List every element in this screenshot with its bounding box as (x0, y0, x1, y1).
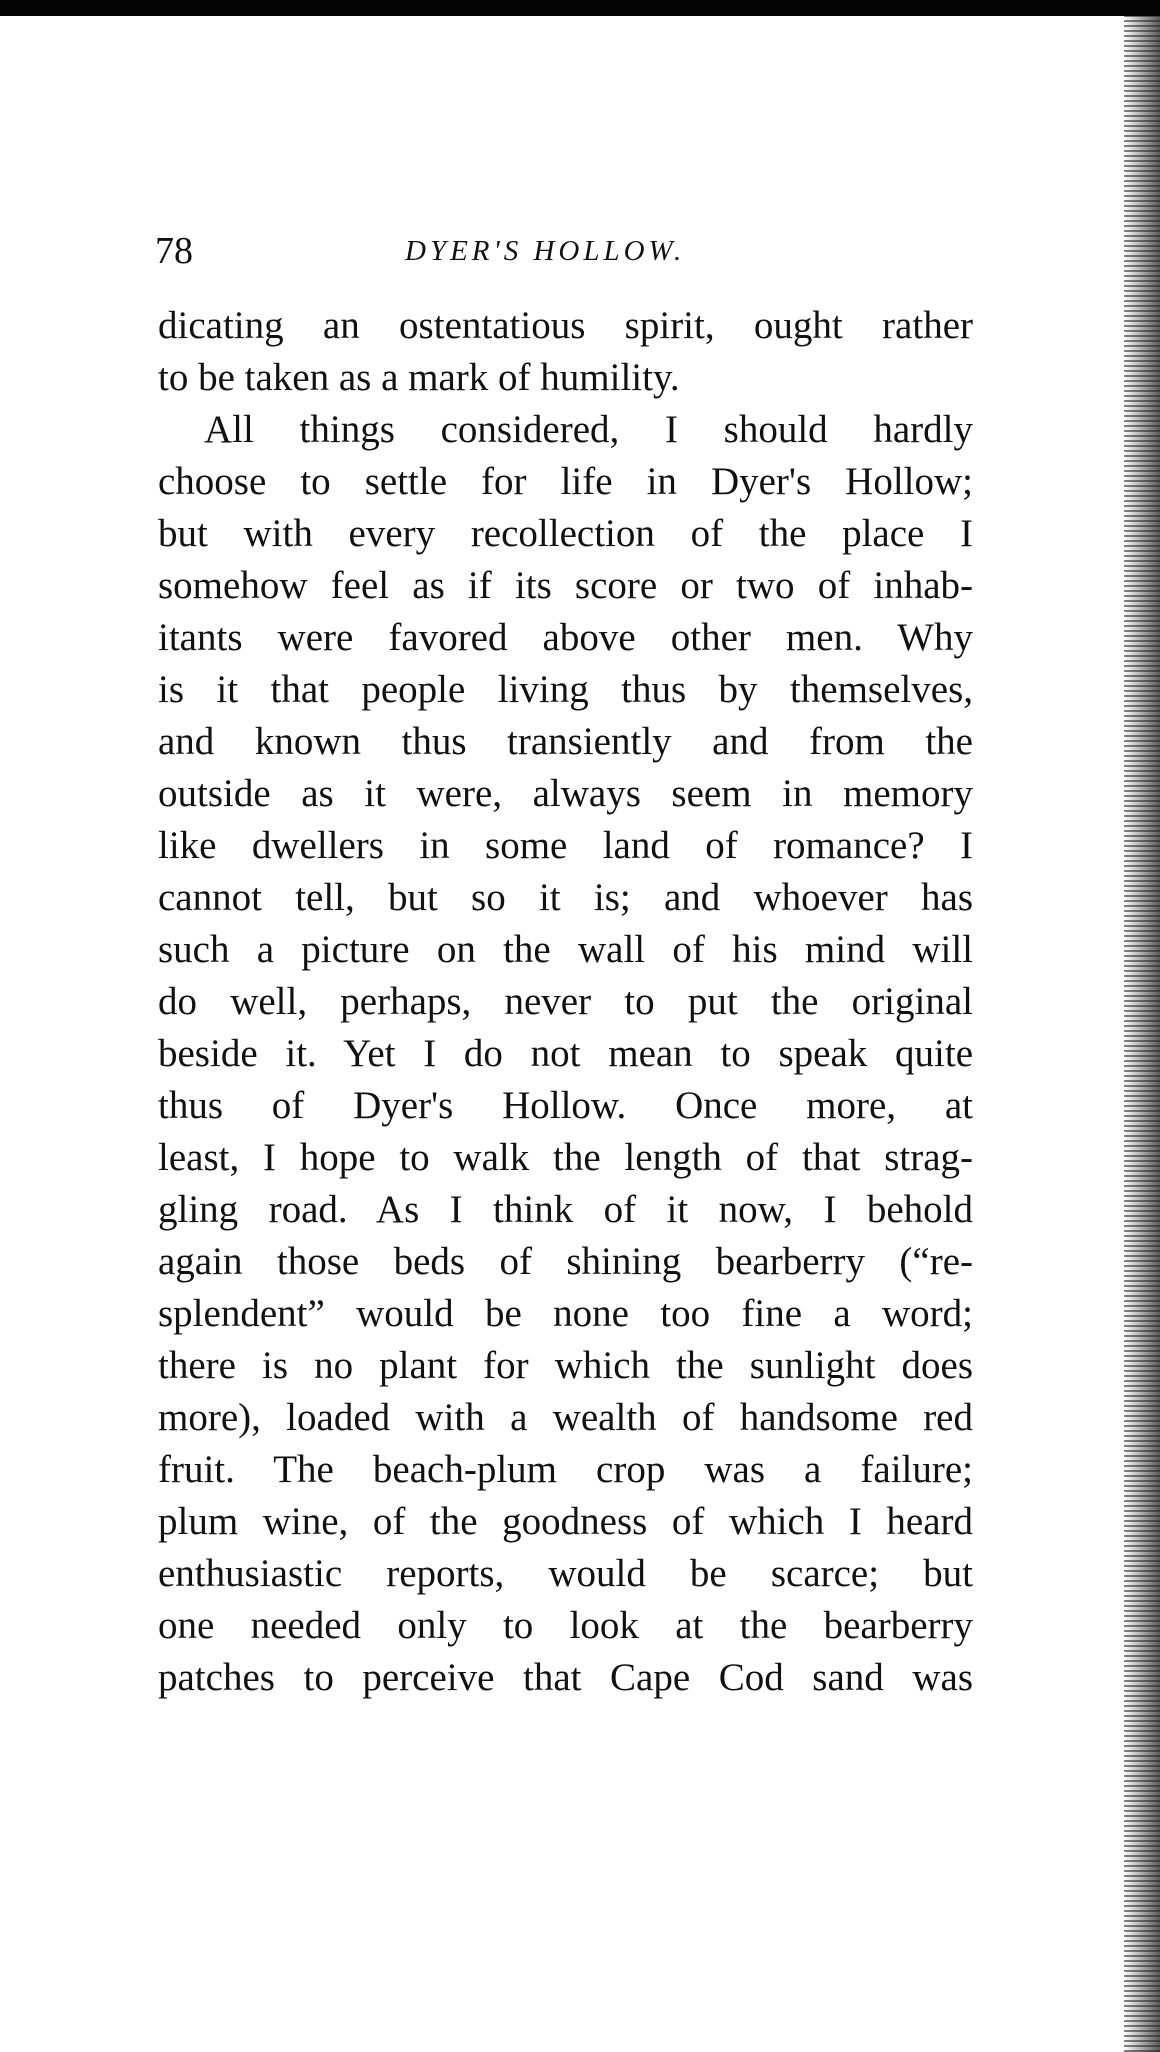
text-line: All things considered, I should hardly (204, 408, 973, 451)
text-line: choose to settle for life in Dyer's Hollow; (158, 460, 973, 503)
text-line: dicating an ostentatious spirit, ought rather (158, 304, 973, 347)
text-line: to be taken as a mark of humility. (158, 356, 680, 399)
page-number: 78 (155, 230, 193, 272)
body-text (158, 300, 973, 1704)
text-line: again those beds of shining bearberry (“re- (158, 1240, 973, 1283)
text-line: enthusiastic reports, would be scarce; but (158, 1552, 973, 1595)
text-line: and known thus transiently and from the (158, 720, 973, 763)
text-line: one needed only to look at the bearberry (158, 1604, 973, 1647)
text-line: gling road. As I think of it now, I behold (158, 1188, 973, 1231)
text-line: fruit. The beach-plum crop was a failure; (158, 1448, 973, 1491)
text-line: outside as it were, always seem in memory (158, 772, 973, 815)
text-line: such a picture on the wall of his mind will (158, 928, 973, 971)
text-line: thus of Dyer's Hollow. Once more, at (158, 1084, 973, 1127)
text-line: but with every recollection of the place I (158, 512, 973, 555)
text-line: itants were favored above other men. Why (158, 616, 973, 659)
text-line: least, I hope to walk the length of that strag- (158, 1136, 973, 1179)
running-title: DYER'S HOLLOW. (405, 235, 686, 267)
text-line: more), loaded with a wealth of handsome red (158, 1396, 973, 1439)
text-line: do well, perhaps, never to put the original (158, 980, 973, 1023)
text-line: somehow feel as if its score or two of inhab- (158, 564, 973, 607)
text-line: like dwellers in some land of romance? I (158, 824, 973, 867)
text-line: is it that people living thus by themselves, (158, 668, 973, 711)
text-line: there is no plant for which the sunlight does (158, 1344, 973, 1387)
text-line: splendent” would be none too fine a word; (158, 1292, 973, 1335)
text-line: patches to perceive that Cape Cod sand was (158, 1656, 973, 1699)
text-line: cannot tell, but so it is; and whoever has (158, 876, 973, 919)
text-line: beside it. Yet I do not mean to speak quite (158, 1032, 973, 1075)
page-header (155, 226, 975, 276)
text-line: plum wine, of the goodness of which I heard (158, 1500, 973, 1543)
